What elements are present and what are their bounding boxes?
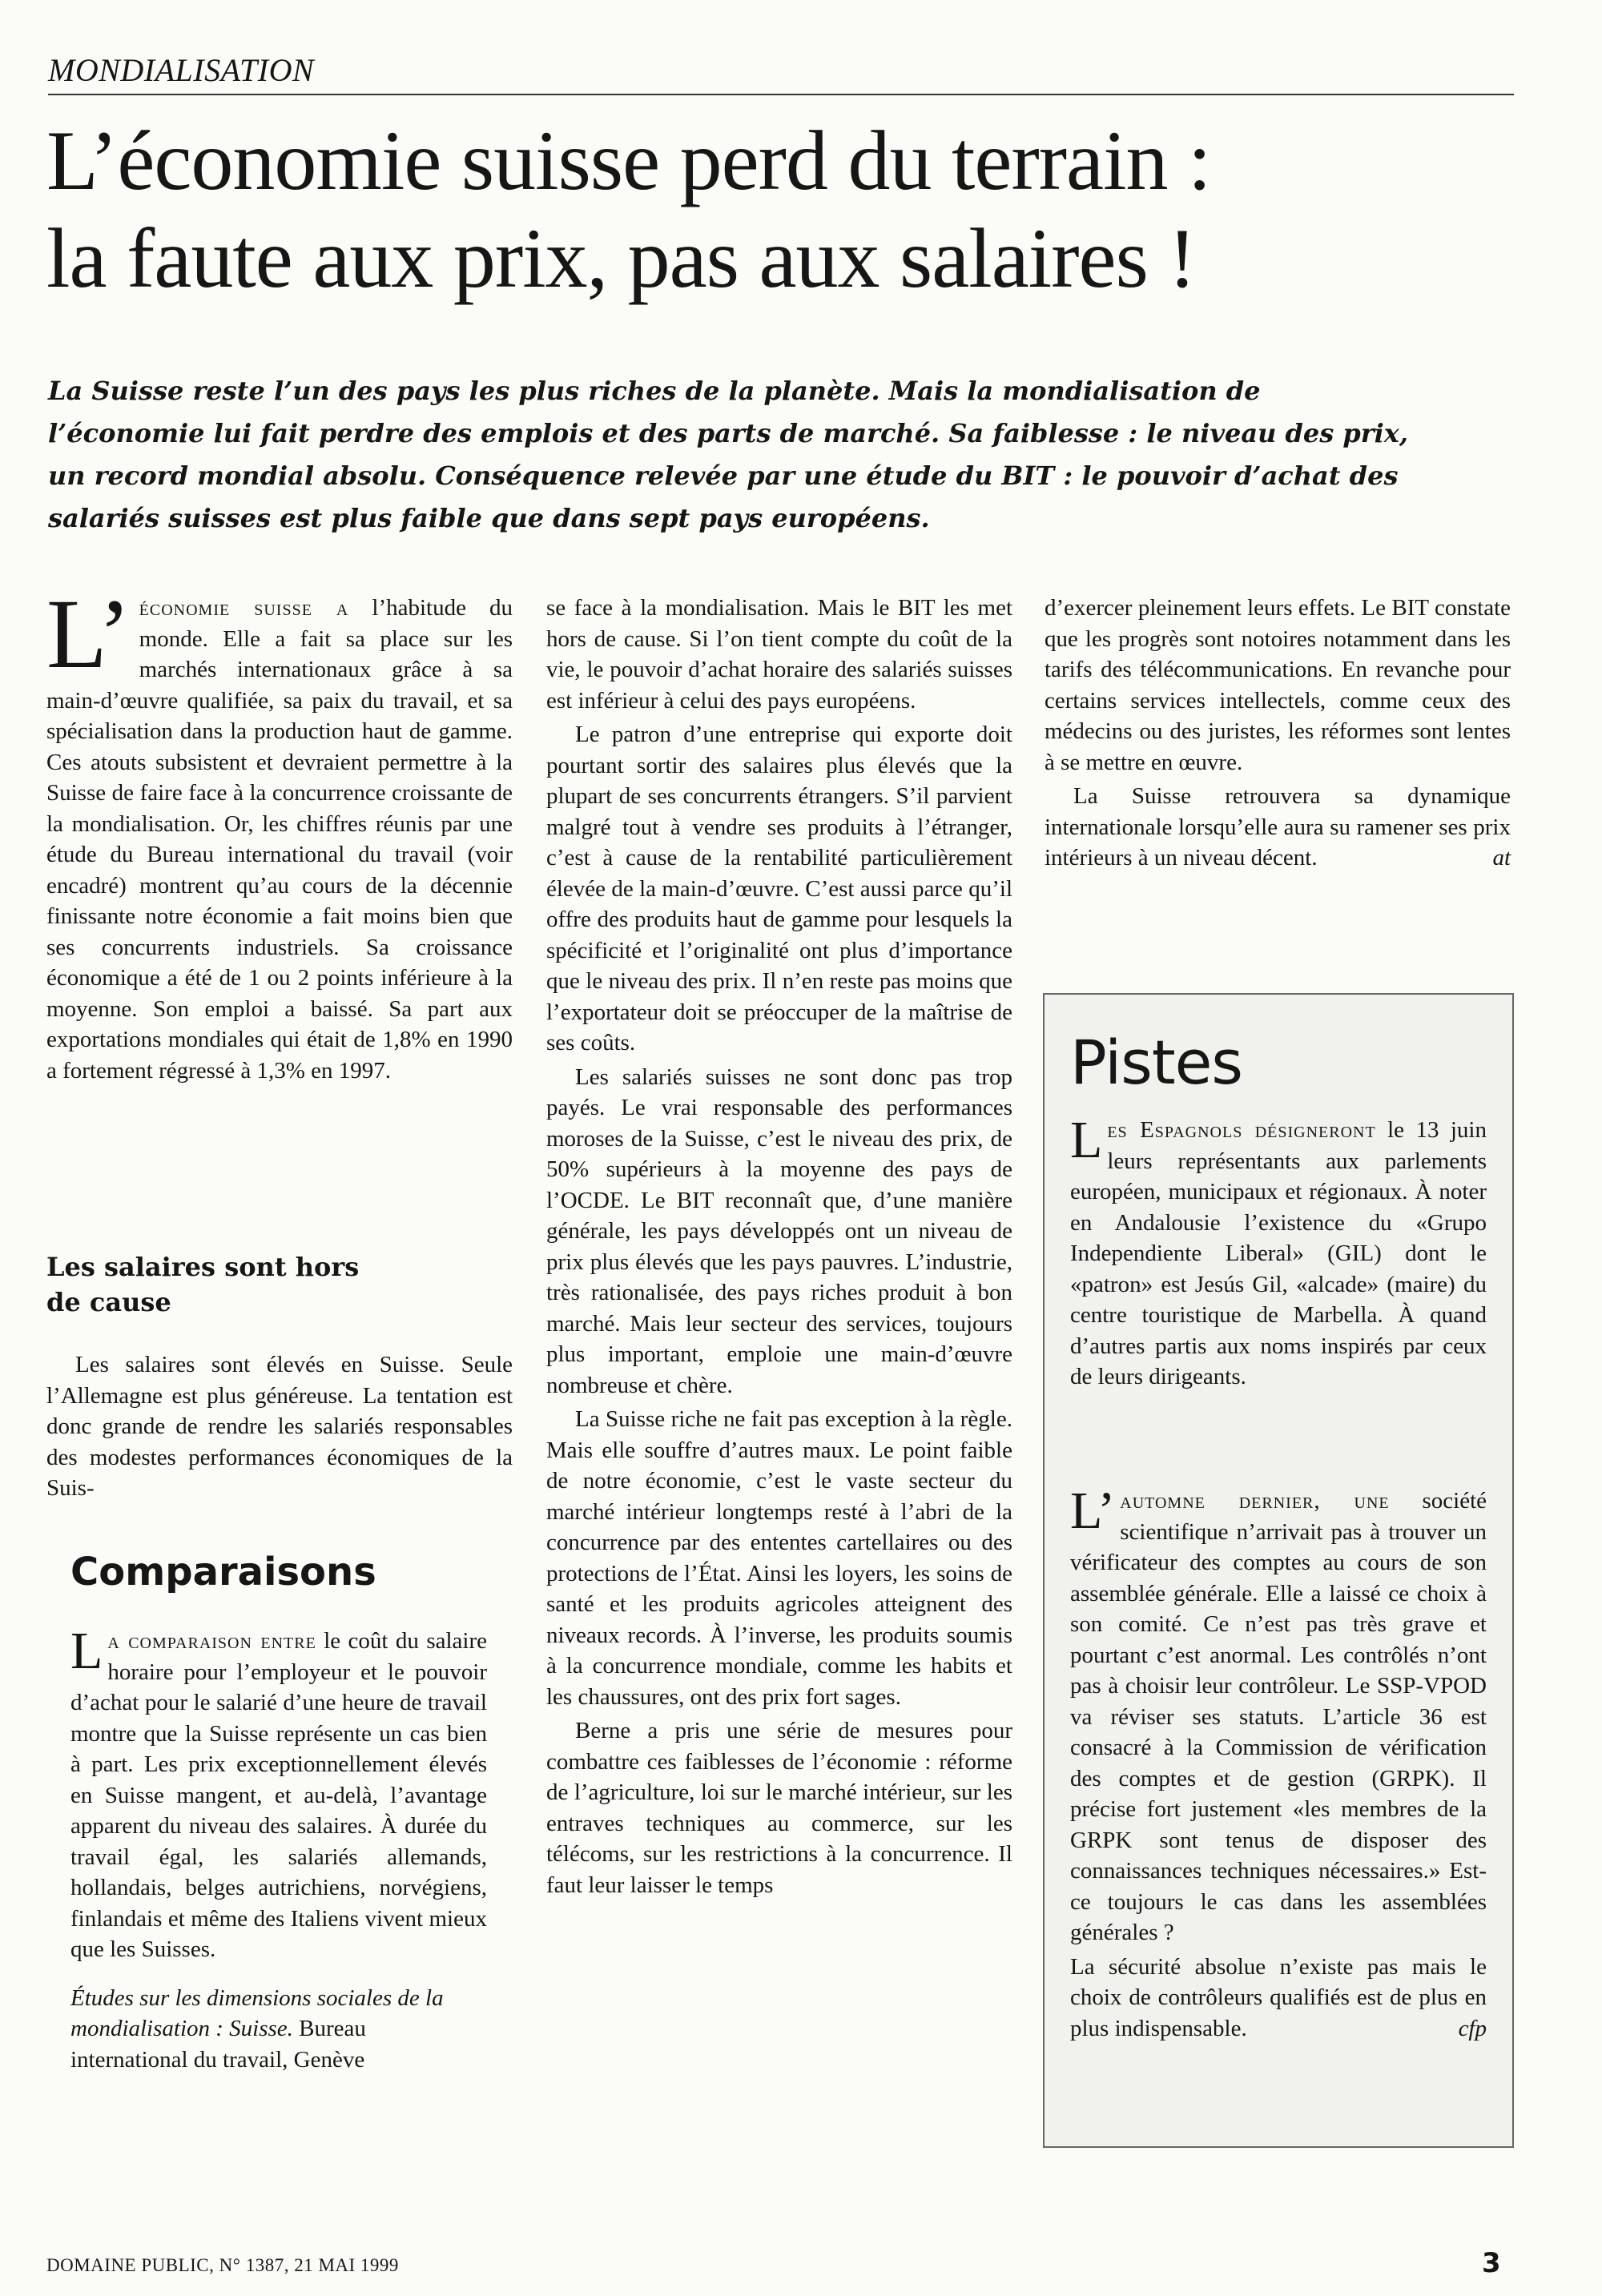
article-headline — [46, 112, 1536, 308]
page-number: 3 — [1482, 2247, 1501, 2279]
lead-smallcaps: es Espagnols désigneront — [1107, 1117, 1376, 1143]
article-paragraph: Les salaires sont élevés en Suisse. Seule l’Allemagne est plus généreuse. La tentation est donc grande de rendre les salariés responsables des modestes performances économiques de la Suis- — [46, 1352, 513, 1501]
paragraph-text: le coût du salaire horaire pour l’employeur et le pouvoir d’achat pour le salarié d’une heure de travail montre que la Suisse représente un cas bien à part. Les prix exceptionnellement élevés en Suisse mangent, et au-delà, l’avantage apparent du niveau des salaires. À durée du travail égal, les salariés allemands, hollandais, belges autrichiens, norvégiens, finlandais et même des Italiens vivent mieux que les Suisses. — [70, 1628, 487, 1962]
comparaisons-source — [70, 1983, 487, 2076]
article-paragraph: Les salariés suisses ne sont donc pas trop payés. Le vrai responsable des performances moroses de la Suisse, c’est le niveau des prix, de 50% supérieurs à la moyenne des pays de l’OCDE. Le BIT reconnaît que, d’une manière générale, les pays développés ont un niveau de prix plus élevés que les pays pauvres. L’industrie, très rationalisée, des pays riches produit à bon marché. Mais leur secteur des services, toujours plus important, emploie une main-d’œuvre nombreuse et chère. — [546, 1064, 1012, 1398]
pistes-paragraph — [1070, 1482, 1487, 1948]
article-column-2 — [546, 593, 1012, 1900]
source-title: Études sur les dimensions sociales de la mondialisation : Suisse. — [70, 1984, 444, 2041]
footer-publication: DOMAINE PUBLIC, N° 1387, 21 MAI 1999 — [46, 2255, 399, 2275]
lead-smallcaps: automne dernier, une — [1120, 1488, 1390, 1514]
drop-cap: L’ — [1070, 1482, 1116, 1540]
author-signature: cfp — [1458, 2015, 1487, 2041]
article-column-1-continued — [46, 1349, 513, 1504]
pistes-paragraph — [1070, 1952, 1487, 2045]
headline-line-2: la faute aux prix, pas aux salaires ! — [46, 211, 1196, 305]
paragraph-text: La Suisse retrouvera sa dynamique internationale lorsqu’elle aura su ramener ses prix intérieurs à un niveau décent. — [1045, 783, 1511, 871]
paragraph-text: société scientifique n’arrivait pas à trouver un vérificateur des comptes au cours de son assemblée générale. Elle a laissé ce choix à son comité. Ce n’est pas très grave et pourtant c’est anormal. Les contrôlés n’ont pas à choisir leur contrôleur. Le SSP-VPOD va réviser ses statuts. L’article 36 est consacré à la Commission de vérification des comptes et de gestion (GRPK). Il précise fort justement «les membres de la GRPK sont tenus de disposer des connaissances techniques nécessaires.» Est-ce toujours le cas dans les assemblées générales ? — [1070, 1488, 1487, 1945]
comparaisons-box — [70, 1622, 487, 2075]
article-paragraph: Berne a pris une série de mesures pour combattre ces faiblesses de l’économie : réforme de l’agriculture, loi sur le marché intérieur, sur les entraves techniques au commerce, sur les télécoms, sur les restrictions à la concurrence. Il faut leur laisser le temps — [546, 1718, 1012, 1898]
article-paragraph — [46, 579, 513, 1086]
paragraph-text: le 13 juin leurs représentants aux parlements européen, municipaux et régionaux. À noter en Andalousie l’existence du «Grupo Independiente Liberal» (GIL) dont le «patron» est Jesús Gil, «alcade» (maire) du centre touristique de Marbella. À quand d’autres partis aux noms inspirés par ceux de leurs dirigeants. — [1070, 1117, 1487, 1389]
article-column-1 — [46, 579, 513, 1086]
paragraph-text: La sécurité absolue n’existe pas mais le choix de contrôleurs qualifiés est de plus en plus indispensable. — [1070, 1953, 1487, 2041]
comparaisons-title: Comparaisons — [70, 1550, 376, 1594]
article-lead: La Suisse reste l’un des pays les plus riches de la planète. Mais la mondialisation de l’économie lui fait perdre des emplois et des parts de marché. Sa faiblesse : le niveau des prix, un record mondial absolu. Conséquence relevée par une étude du BIT : le pouvoir d’achat des salariés suisses est plus faible que dans sept pays européens. — [48, 376, 1409, 533]
article-paragraph: se face à la mondialisation. Mais le BIT les met hors de cause. Si l’on tient compte du coût de la vie, le pouvoir d’achat horaire des salariés suisses est inférieur à celui des pays européens. — [546, 595, 1012, 714]
drop-cap: L — [70, 1622, 103, 1680]
article-paragraph: Le patron d’une entreprise qui exporte doit pourtant sortir des salaires plus élevés que la plupart de ses concurrents étrangers. S’il parvient malgré tout à vendre ses produits à l’étranger, c’est à cause de la rentabilité particulièrement élevée de la main-d’œuvre. C’est aussi parce qu’il offre des produits haut de gamme pour lesquels la spécificité et l’originalité ont plus d’importance que le niveau des prix. Il n’en reste pas moins que l’exportateur doit se préoccuper de la maîtrise de ses coûts. — [546, 722, 1012, 1056]
drop-cap: L’ — [46, 579, 131, 689]
article-column-3 — [1045, 593, 1511, 874]
article-subheading: Les salaires sont hors de cause — [46, 1252, 360, 1317]
section-rubric: MONDIALISATION — [48, 51, 1514, 95]
pistes-title: Pistes — [1070, 1027, 1243, 1098]
paragraph-text: l’habitude du monde. Elle a fait sa place sur les marchés internationaux grâce à sa main-d’œuvre qualifiée, sa paix du travail, et sa spécialisation dans la production haut de gamme. Ces atouts subsistent et devraient permettre à la Suisse de faire face à la concurrence croissante de la mondialisation. Or, les chiffres réunis par une étude du Bureau international du travail (voir encadré) montrent qu’au cours de la décennie finissante notre économie a fait moins bien que ses concurrents industriels. Sa croissance économique a été de 1 ou 2 points inférieure à la moyenne. Son emploi a baissé. Sa part aux exportations mondiales qui était de 1,8% en 1990 a fortement régressé à 1,3% en 1997. — [46, 595, 513, 1084]
lead-smallcaps: économie suisse a — [139, 595, 349, 621]
drop-cap: L — [1070, 1111, 1103, 1169]
article-paragraph: La Suisse riche ne fait pas exception à la règle. Mais elle souffre d’autres maux. Le point faible de notre économie, c’est le vaste secteur du marché intérieur longtemps resté à l’abri de la concurrence par des ententes cartellaires ou des protections de l’État. Ainsi les loyers, les soins de santé et les produits agricoles atteignent des niveaux records. À l’inverse, les produits soumis à la concurrence mondiale, comme les habits et les chaussures, ont des prix fort sages. — [546, 1406, 1012, 1710]
pistes-item-2 — [1070, 1482, 1487, 2044]
article-paragraph — [1045, 781, 1511, 874]
lead-smallcaps: a comparaison entre — [107, 1628, 316, 1654]
comparaisons-text — [70, 1622, 487, 1965]
pistes-paragraph — [1070, 1111, 1487, 1393]
article-paragraph: d’exercer pleinement leurs effets. Le BIT constate que les progrès sont notoires notamment dans les tarifs des télécommunications. En revanche pour certains services intellectels, comme ceux des médecins ou des juristes, les réformes sont lentes à se mettre en œuvre. — [1045, 595, 1511, 775]
headline-line-1: L’économie suisse perd du terrain : — [46, 114, 1211, 207]
author-signature: at — [1492, 845, 1511, 871]
source-publisher: Bureau international du travail, Genève — [70, 2016, 366, 2073]
pistes-item-1 — [1070, 1111, 1487, 1393]
